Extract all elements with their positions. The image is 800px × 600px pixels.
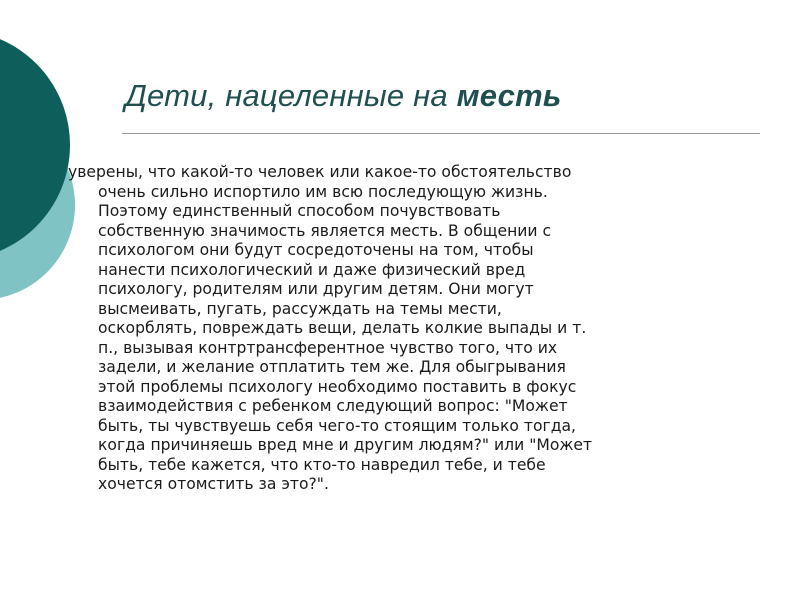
- body-line: психологу, родителям или другим детям. Они могут: [98, 280, 534, 298]
- body-line: очень сильно испортило им всю последующую жизнь.: [98, 182, 548, 201]
- body-line: Поэтому единственный способом почувствовать: [98, 202, 501, 220]
- body-line: хочется отомстить за это?".: [98, 475, 329, 493]
- body-line: когда причиняешь вред мне и другим людям?" или "Может: [98, 436, 593, 454]
- title-divider: [122, 133, 760, 134]
- title-prefix: Дети, нацеленные на: [125, 78, 457, 113]
- body-line: быть, тебе кажется, что кто-то навредил тебе, и тебе: [98, 455, 546, 474]
- body-line: оскорблять, повреждать вещи, делать колкие выпады и т.: [98, 319, 587, 337]
- body-line: нанести психологический и даже физический вред: [98, 260, 526, 279]
- body-line: уверены, что какой-то человек или какое-то обстоятельство: [68, 163, 572, 181]
- slide-title: [125, 78, 765, 114]
- body-line: психологом они будут сосредоточены на том, чтобы: [98, 241, 534, 259]
- body-line: собственную значимость является месть. В общении с: [98, 221, 552, 240]
- body-line: задели, и желание отплатить тем же. Для обыгрывания: [98, 358, 566, 376]
- body-paragraph: [68, 163, 758, 495]
- title-highlight: месть: [456, 78, 562, 113]
- body-line: этой проблемы психологу необходимо поставить в фокус: [98, 377, 577, 396]
- body-line: взаимодействия с ребенком следующий вопрос: "Может: [98, 397, 568, 415]
- body-line: быть, ты чувствуешь себя чего-то стоящим только тогда,: [98, 416, 576, 435]
- body-line: п., вызывая контртрансферентное чувство того, что их: [98, 338, 558, 357]
- body-line: высмеивать, пугать, рассуждать на темы мести,: [98, 299, 502, 318]
